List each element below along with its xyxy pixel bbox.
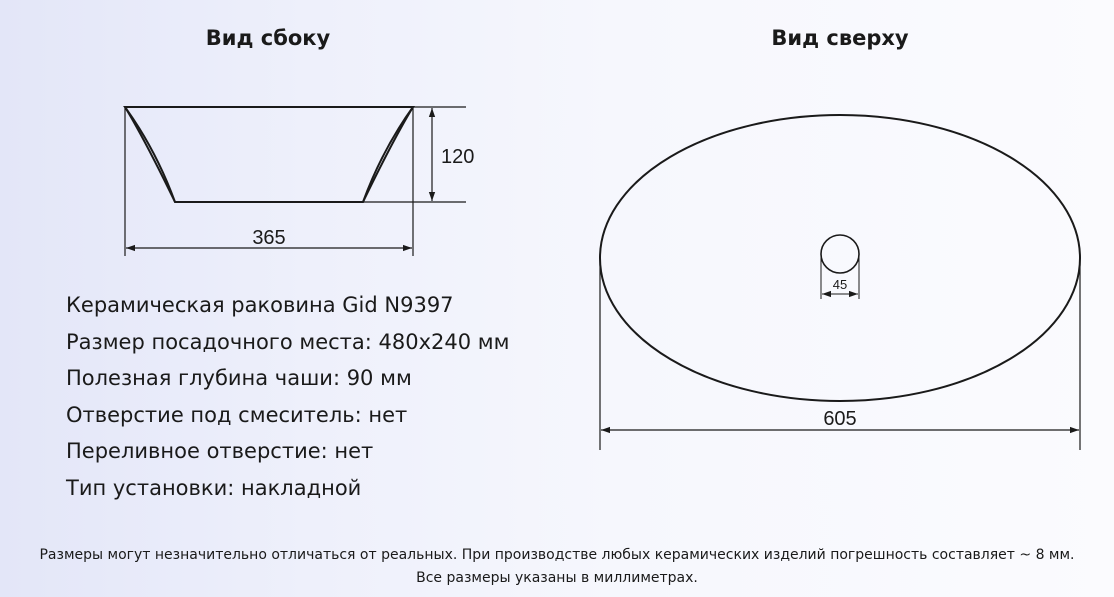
top-view-bowl-outline xyxy=(600,115,1080,401)
side-view-inner-right-curve xyxy=(363,107,413,202)
spec-list xyxy=(66,287,509,506)
spec-bowl-depth: Полезная глубина чаши: 90 мм xyxy=(66,366,412,390)
side-width-label: 365 xyxy=(252,227,286,249)
spec-mounting-size: Размер посадочного места: 480х240 мм xyxy=(66,329,510,354)
spec-installation-type: Тип установки: накладной xyxy=(66,475,362,500)
side-view xyxy=(125,107,413,202)
side-height-label: 120 xyxy=(441,146,475,168)
footnote-line-2: Все размеры указаны в миллиметрах. xyxy=(416,570,698,586)
spec-overflow: Переливное отверстие: нет xyxy=(66,439,374,463)
top-length-label: 605 xyxy=(823,408,857,430)
footnote-line-1: Размеры могут незначительно отличаться от реальных. При производстве любых керамических изделий погрешность составляет ~ 8 мм. xyxy=(39,547,1075,563)
side-view-inner-left-curve xyxy=(125,107,175,202)
spec-model: Керамическая раковина Gid N9397 xyxy=(66,293,454,317)
drain-diameter-label: 45 xyxy=(832,277,848,292)
footnote xyxy=(0,544,1114,590)
drain-hole xyxy=(821,235,859,273)
top-view-title: Вид сверху xyxy=(771,26,909,50)
spec-faucet-hole: Отверстие под смеситель: нет xyxy=(66,402,408,427)
side-view-title: Вид сбоку xyxy=(205,26,331,50)
